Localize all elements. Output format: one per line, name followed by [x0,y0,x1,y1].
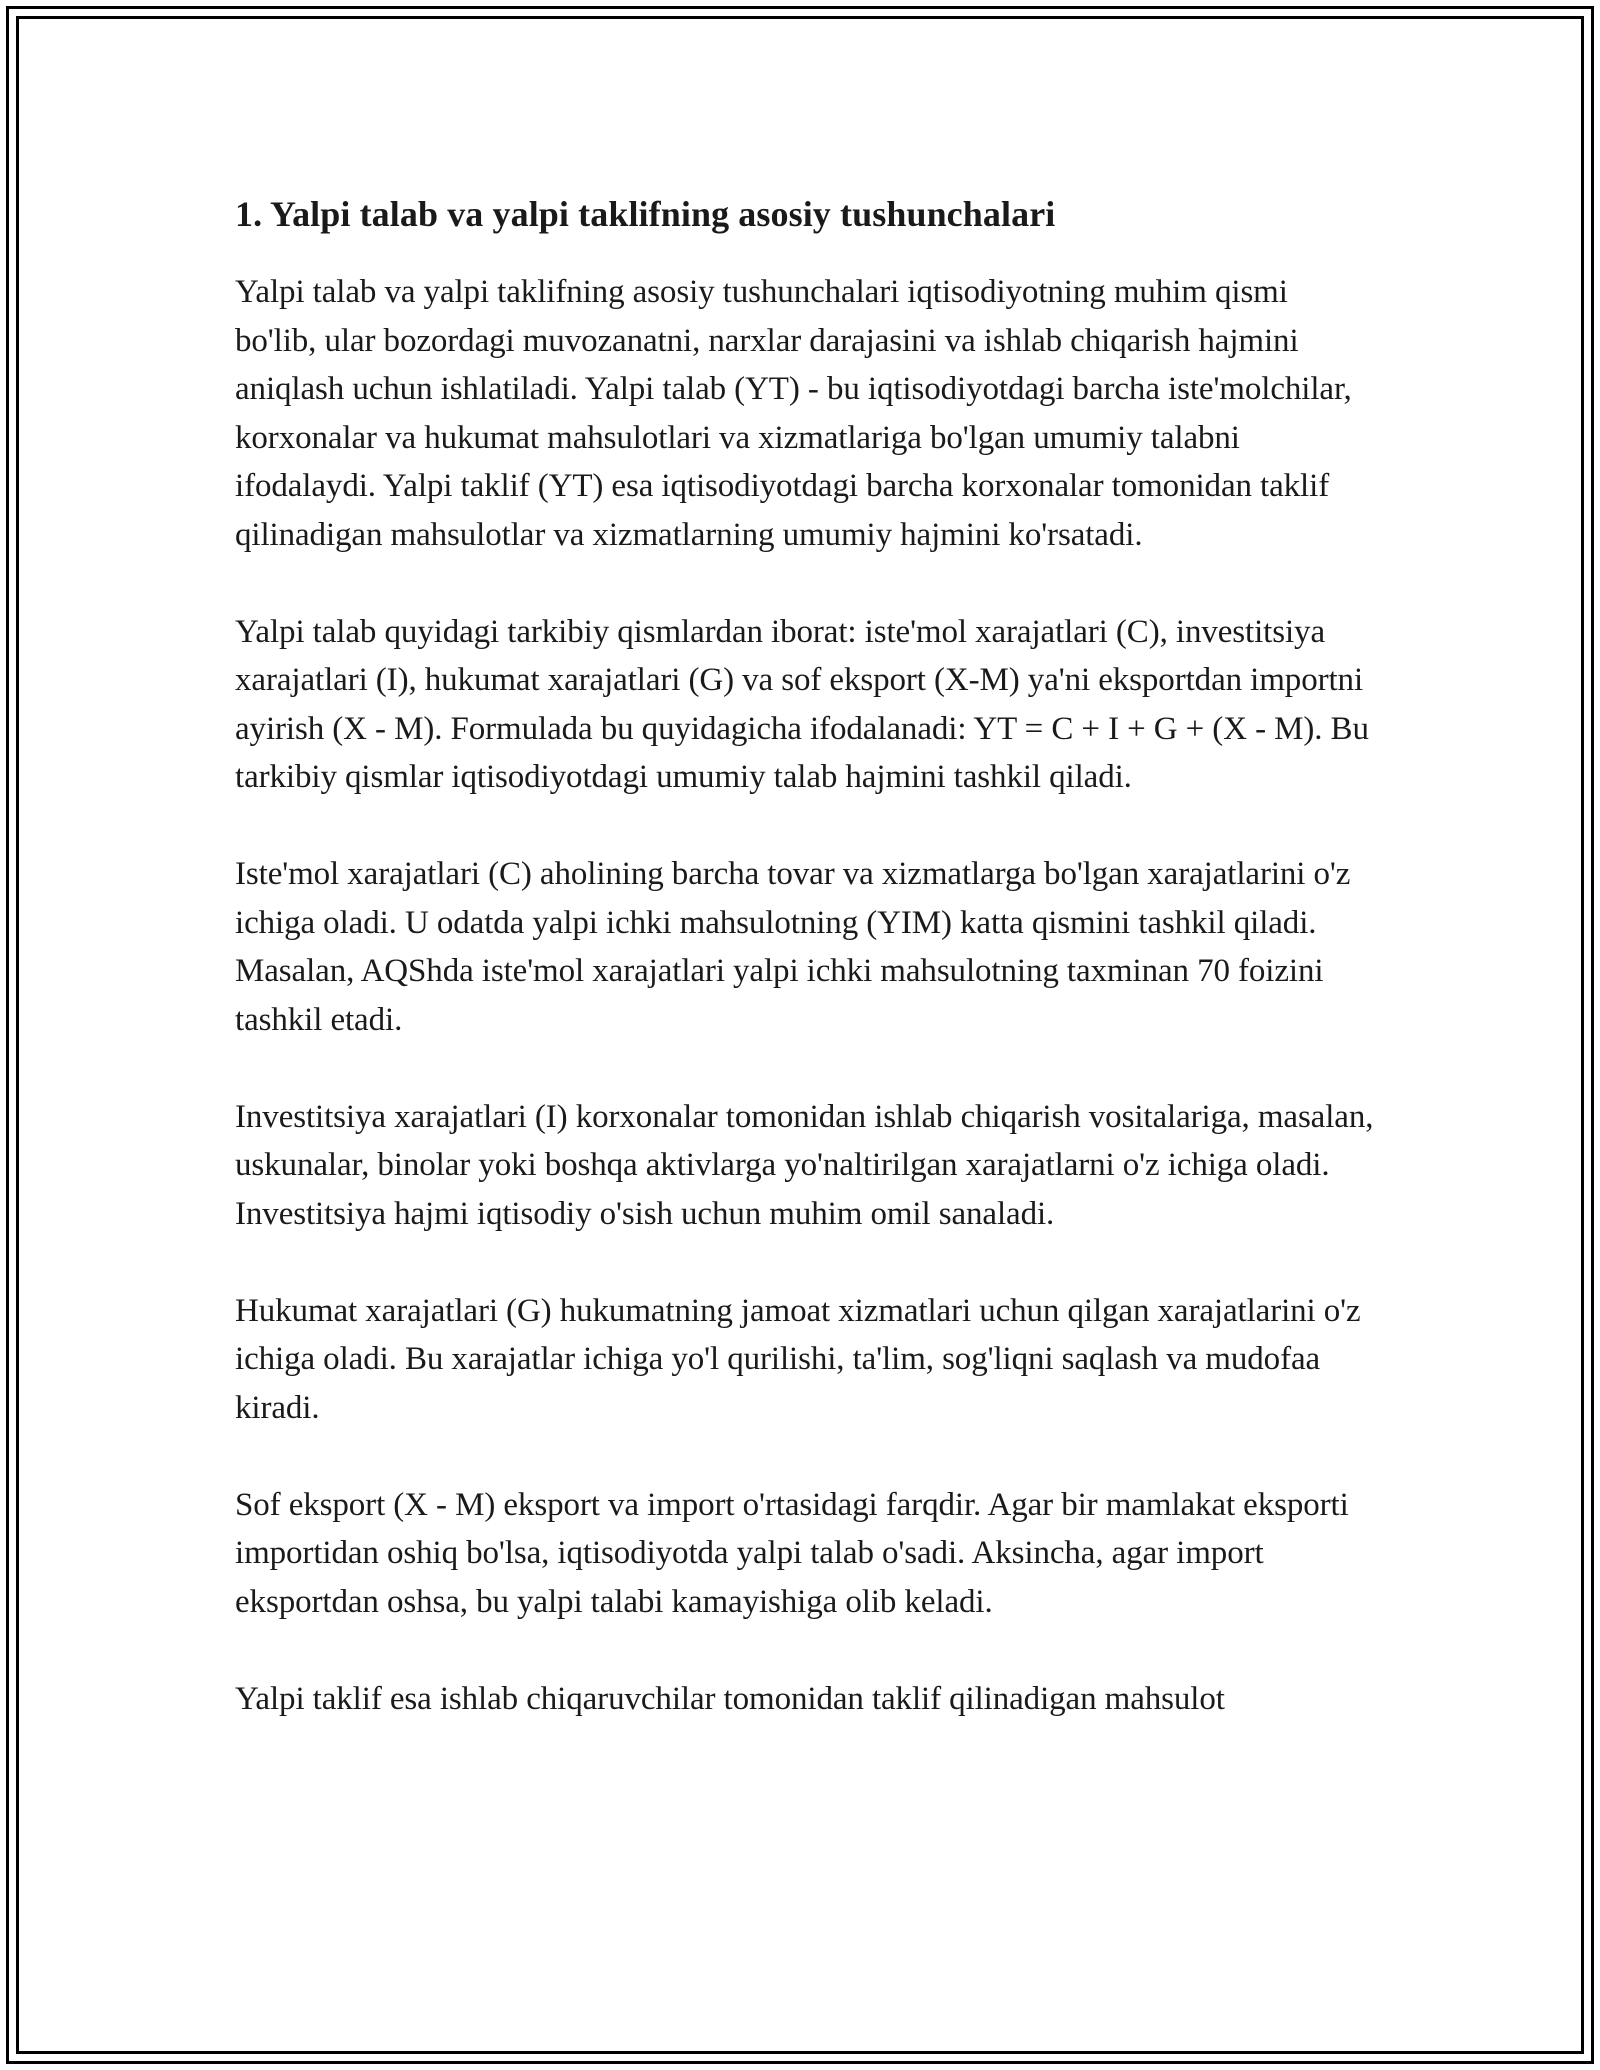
title-spacing [235,242,1375,268]
paragraph-government: Hukumat xarajatlari (G) hukumatning jamoat xizmatlari uchun qilgan xarajatlarini o'z ichiga oladi. Bu xarajatlar ichiga yo'l qurilishi, ta'lim, sog'liqni saqlash va mudofaa kiradi. [235,1292,1361,1426]
paragraph-consumption: Iste'mol xarajatlari (C) aholining barcha tovar va xizmatlarga bo'lgan xarajatlarini o'z ichiga oladi. U odatda yalpi ichki mahsulotning (YIM) katta qismini tashkil qiladi. Masalan, AQShda iste'mol xarajatlari yalpi ichki mahsulotning taxminan 70 foizini tashkil etadi. [235,856,1351,1038]
paragraph-supply: Yalpi taklif esa ishlab chiqaruvchilar tomonidan taklif qilinadigan mahsulot [235,1680,1225,1717]
paragraph-components: Yalpi talab quyidagi tarkibiy qismlardan iborat: iste'mol xarajatlari (C), investitsiya xarajatlari (I), hukumat xarajatlari (G) va sof eksport (X-M) ya'ni eksportdan importni ayirish (X - M). Formulada bu quyidagicha ifodalanadi: YT = C + I + G + (X - M). Bu tarkibiy qismlar iqtisodiyotdagi umumiy talab hajmini tashkil qiladi. [235,613,1369,795]
paragraph-net-export: Sof eksport (X - M) eksport va import o'rtasidagi farqdir. Agar bir mamlakat eksporti importidan oshiq bo'lsa, iqtisodiyotda yalpi talab o'sadi. Aksincha, agar import eksportdan oshsa, bu yalpi talabi kamayishiga olib keladi. [235,1486,1349,1620]
section-title: 1. Yalpi talab va yalpi taklifning asosiy tushunchalari [235,194,1056,234]
paragraph-intro: Yalpi talab va yalpi taklifning asosiy tushunchalari iqtisodiyotning muhim qismi bo'lib, ular bozordagi muvozanatni, narxlar darajasini va ishlab chiqarish hajmini aniqlash uchun ishlatiladi. Yalpi talab (YT) - bu iqtisodiyotdagi barcha iste'molchilar, korxonalar va hukumat mahsulotlari va xizmatlariga bo'lgan umumiy talabni ifodalaydi. Yalpi taklif (YT) esa iqtisodiyotdagi barcha korxonalar tomonidan taklif qilinadigan mahsulotlar va xizmatlarning umumiy hajmini ko'rsatadi. [235,274,1352,553]
document-body [235,186,1375,1723]
paragraph-investment: Investitsiya xarajatlari (I) korxonalar tomonidan ishlab chiqarish vositalariga, masalan, uskunalar, binolar yoki boshqa aktivlarga yo'naltirilgan xarajatlarni o'z ichiga oladi. Investitsiya hajmi iqtisodiy o'sish uchun muhim omil sanaladi. [235,1098,1374,1232]
